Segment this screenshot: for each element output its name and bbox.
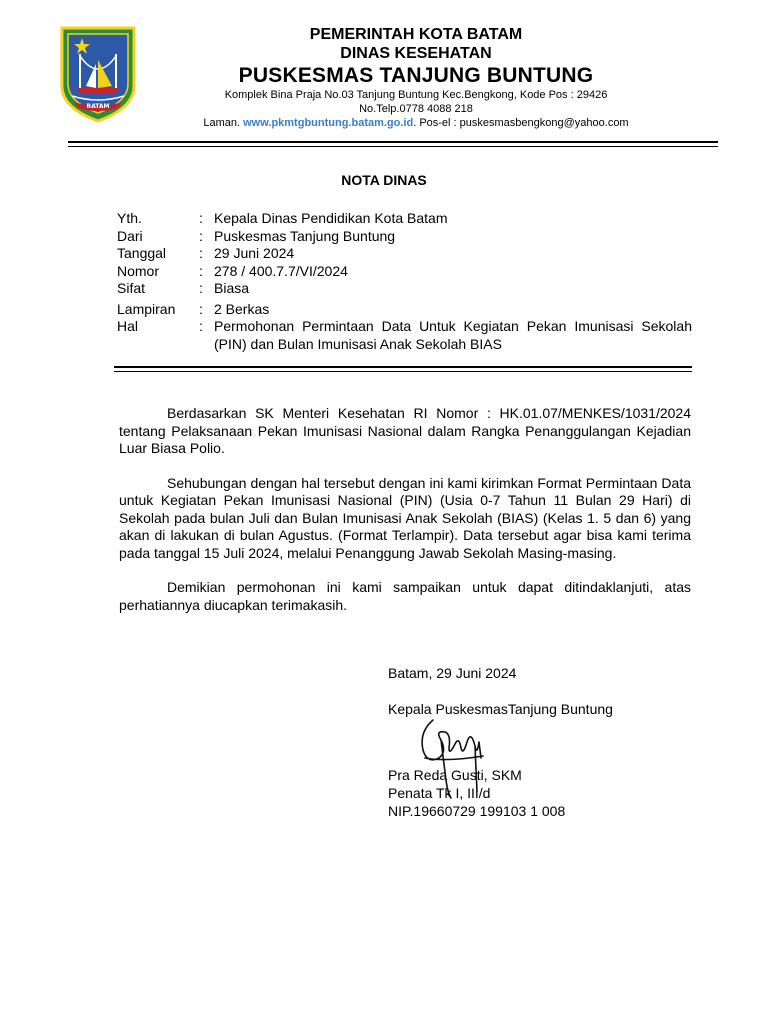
place-date: Batam, 29 Juni 2024 [388, 665, 517, 681]
field-date [117, 245, 692, 263]
handwritten-signature [405, 712, 505, 802]
field-value: Permohonan Permintaan Data Untuk Kegiatan Pekan Imunisasi Sekolah (PIN) dan Bulan Imunisasi Anak Sekolah BIAS [214, 318, 692, 352]
field-label: Yth. [117, 210, 142, 226]
letterhead [150, 25, 682, 130]
letterhead-divider-thick [68, 141, 718, 143]
field-label: Dari [117, 227, 143, 244]
body-paragraph-1: Berdasarkan SK Menteri Kesehatan RI Nomor : HK.01.07/MENKES/1031/2024 tentang Pelaksanaan Pekan Imunisasi Nasional dalam Rangka Penanggulangan Kejadian Luar Biasa Polio. [119, 405, 691, 456]
fields-divider-thick [114, 366, 692, 368]
field-nature [117, 280, 692, 298]
field-value: 2 Berkas [214, 300, 270, 317]
field-label: Sifat [117, 280, 146, 296]
signatory-role: Kepala PuskesmasTanjung Buntung [388, 701, 613, 717]
field-value: Puskesmas Tanjung Buntung [214, 227, 396, 244]
field-separator: : [199, 318, 203, 334]
field-separator: : [199, 227, 203, 244]
phone: No.Telp.0778 4088 218 [359, 103, 473, 115]
institution-name: PUSKESMAS TANJUNG BUNTUNG [238, 64, 594, 87]
field-label: Lampiran [117, 300, 176, 317]
field-separator: : [199, 262, 203, 279]
field-value: Kepala Dinas Pendidikan Kota Batam [214, 210, 448, 226]
web-email-line [150, 116, 682, 130]
letterhead-divider-thin [68, 146, 718, 147]
signatory-rank: Penata Tk I, III/d [388, 785, 491, 801]
field-label: Tanggal [117, 245, 167, 261]
field-separator: : [199, 300, 203, 317]
field-attachment [117, 301, 692, 319]
field-recipient [117, 210, 692, 228]
body-paragraph-2: Sehubungan dengan hal tersebut dengan ini kami kirimkan Format Permintaan Data untuk Kegiatan Pekan Imunisasi Nasional (PIN) (Usia 0-7 Tahun 11 Bulan 29 Hari) di Sekolah pada bulan Juli dan Bulan Imunisasi Anak Sekolah (BIAS) (Kelas 1. 5 dan 6) yang akan di lakukan di bulan Agustus. (Format Terlampir). Data tersebut agar bisa kami terima pada tanggal 15 Juli 2024, melalui Penanggung Jawab Sekolah Masing-masing. [119, 474, 691, 561]
fields-divider-thin [114, 371, 692, 372]
website-link[interactable]: www.pkmtgbuntung.batam.go.id [243, 117, 414, 129]
field-subject [117, 318, 692, 353]
field-value: 29 Juni 2024 [214, 245, 295, 261]
document-title: NOTA DINAS [341, 172, 427, 188]
body-paragraph-3: Demikian permohonan ini kami sampaikan untuk dapat ditindaklanjuti, atas perhatiannya diucapkan terimakasih. [119, 579, 691, 613]
field-label: Nomor [117, 262, 160, 279]
address: Komplek Bina Praja No.03 Tanjung Buntung Kec.Bengkong, Kode Pos : 29426 [224, 89, 608, 101]
field-value: Biasa [214, 280, 250, 296]
memo-body [119, 405, 691, 631]
field-separator: : [199, 210, 203, 226]
department-name: DINAS KESEHATAN [340, 45, 492, 62]
field-separator: : [199, 280, 203, 296]
memo-fields [117, 210, 692, 353]
field-number [117, 263, 692, 281]
emblem-text: BATAM [86, 103, 110, 110]
field-sender [117, 228, 692, 246]
signatory-nip: NIP.19660729 199103 1 008 [388, 803, 566, 819]
field-value: 278 / 400.7.7/VI/2024 [214, 262, 348, 279]
field-separator: : [199, 245, 203, 261]
signatory-name: Pra Reda Gusti, SKM [388, 767, 522, 783]
field-label: Hal [117, 318, 139, 334]
government-name: PEMERINTAH KOTA BATAM [309, 26, 523, 43]
batam-city-emblem [58, 24, 138, 124]
email-text: . Pos-el : puskesmasbengkong@yahoo.com [413, 117, 629, 129]
web-prefix: Laman. [203, 117, 244, 129]
